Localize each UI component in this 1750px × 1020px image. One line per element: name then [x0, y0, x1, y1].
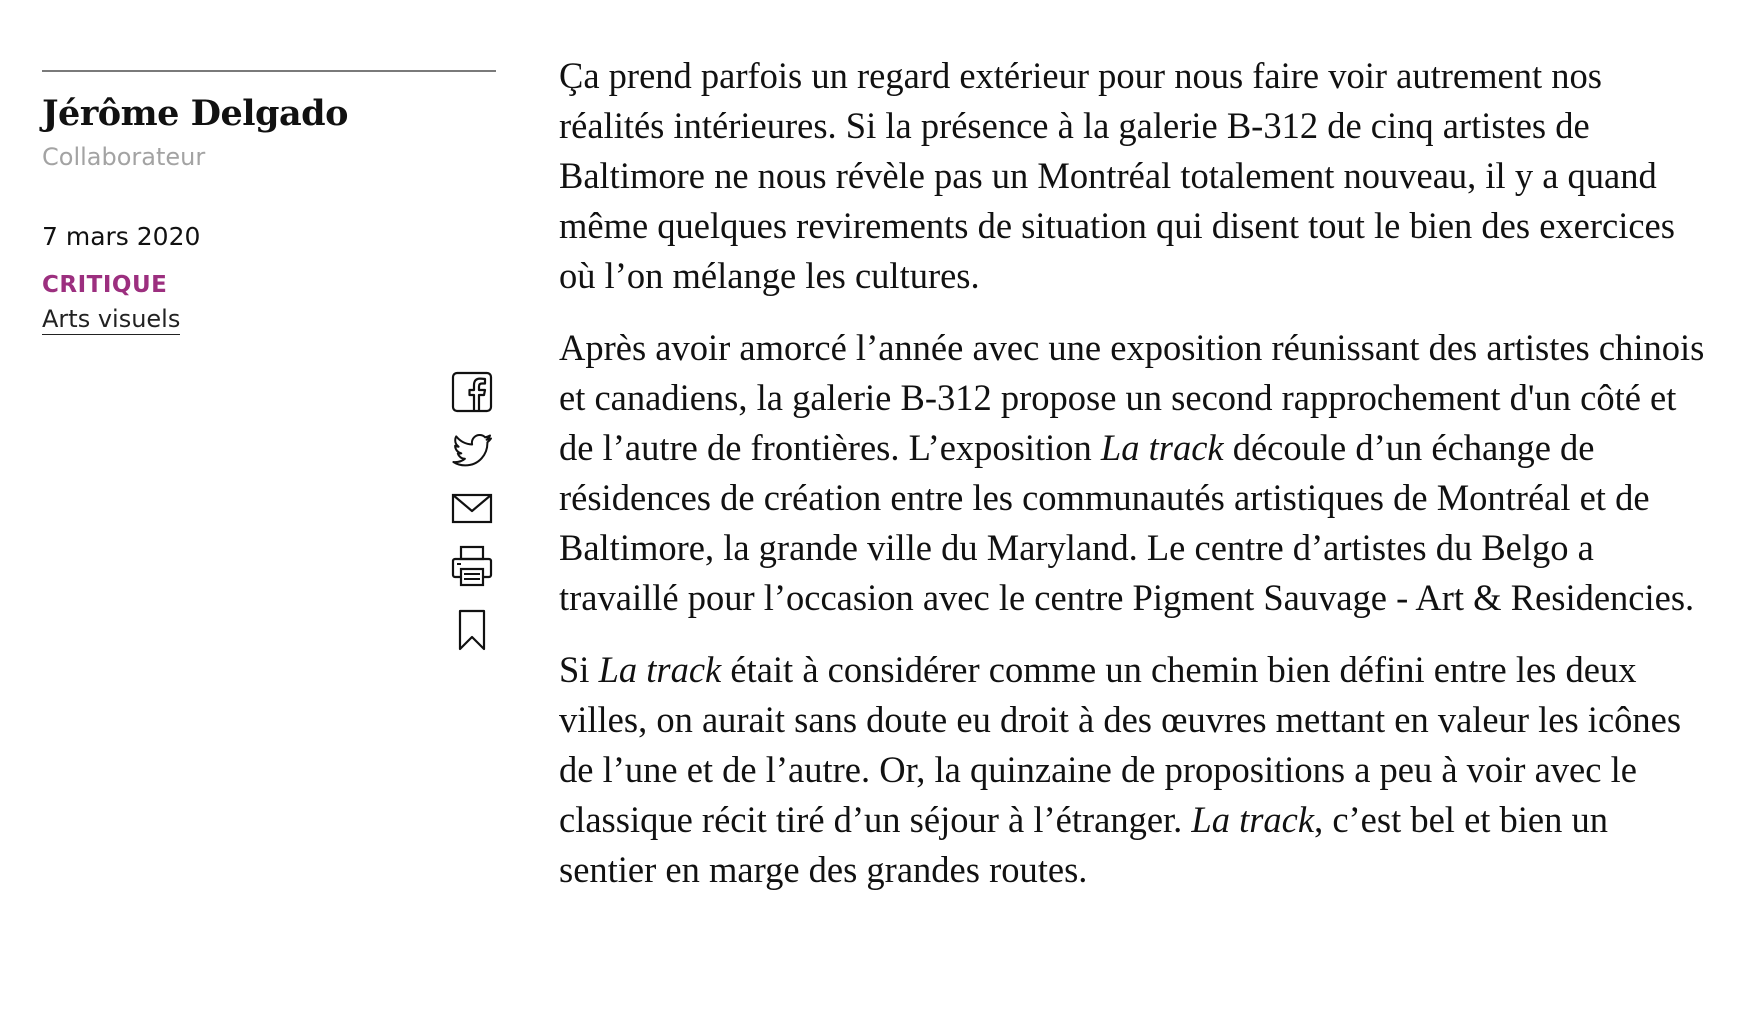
author-name[interactable]: Jérôme Delgado: [42, 93, 348, 134]
article-paragraph: [559, 645, 1709, 895]
exhibition-title: La track: [598, 649, 722, 690]
email-share-button[interactable]: [450, 486, 494, 530]
text-run: , c’est bel et bien un sentier en marge des grandes routes.: [559, 799, 1609, 890]
article-paragraph: [559, 323, 1709, 623]
twitter-icon: [450, 428, 494, 472]
category-label: CRITIQUE: [42, 272, 168, 298]
article-paragraph: Ça prend parfois un regard extérieur pour nous faire voir autrement nos réalités intérieures. Si la présence à la galerie B-312 de cinq artistes de Baltimore ne nous révèle pas un Montréal totalement nouveau, il y a quand même quelques revirements de situation qui disent tout le bien des exercices où l’on mélange les cultures.: [559, 55, 1675, 296]
facebook-share-button[interactable]: [450, 370, 494, 414]
text-run: était à considérer comme un chemin bien défini entre les deux villes, on aurait sans doute eu droit à des œuvres mettant en valeur les icônes de l’une et de l’autre. Or, la quinzaine de propositions a peu à voir avec le classique récit tiré d’un séjour à l’étranger.: [559, 649, 1682, 840]
share-toolbar: [450, 370, 498, 666]
exhibition-title: La track: [1100, 427, 1224, 468]
print-icon: [450, 544, 494, 588]
publish-date: 7 mars 2020: [42, 222, 201, 251]
exhibition-title: La track: [1191, 799, 1315, 840]
bookmark-button[interactable]: [450, 608, 494, 652]
subcategory-link[interactable]: Arts visuels: [42, 305, 181, 333]
divider: [42, 70, 496, 72]
text-run: Si: [559, 649, 599, 690]
article-body: [559, 51, 1709, 917]
text-run: découle d’un échange de résidences de création entre les communautés artistiques de Montréal et de Baltimore, la grande ville du Maryland. Le centre d’artistes du Belgo a travaillé pour l’occasion avec le centre Pigment Sauvage - Art & Residencies.: [559, 427, 1695, 618]
bookmark-icon: [450, 608, 494, 652]
text-run: Après avoir amorcé l’année avec une exposition réunissant des artistes chinois et canadiens, la galerie B-312 propose un second rapprochement d'un côté et de l’autre de frontières. L’exposition: [559, 327, 1705, 468]
facebook-icon: [450, 370, 494, 414]
article-sidebar: [42, 70, 496, 335]
twitter-share-button[interactable]: [450, 428, 494, 472]
email-icon: [450, 486, 494, 530]
print-button[interactable]: [450, 544, 494, 588]
author-role: Collaborateur: [42, 143, 206, 171]
